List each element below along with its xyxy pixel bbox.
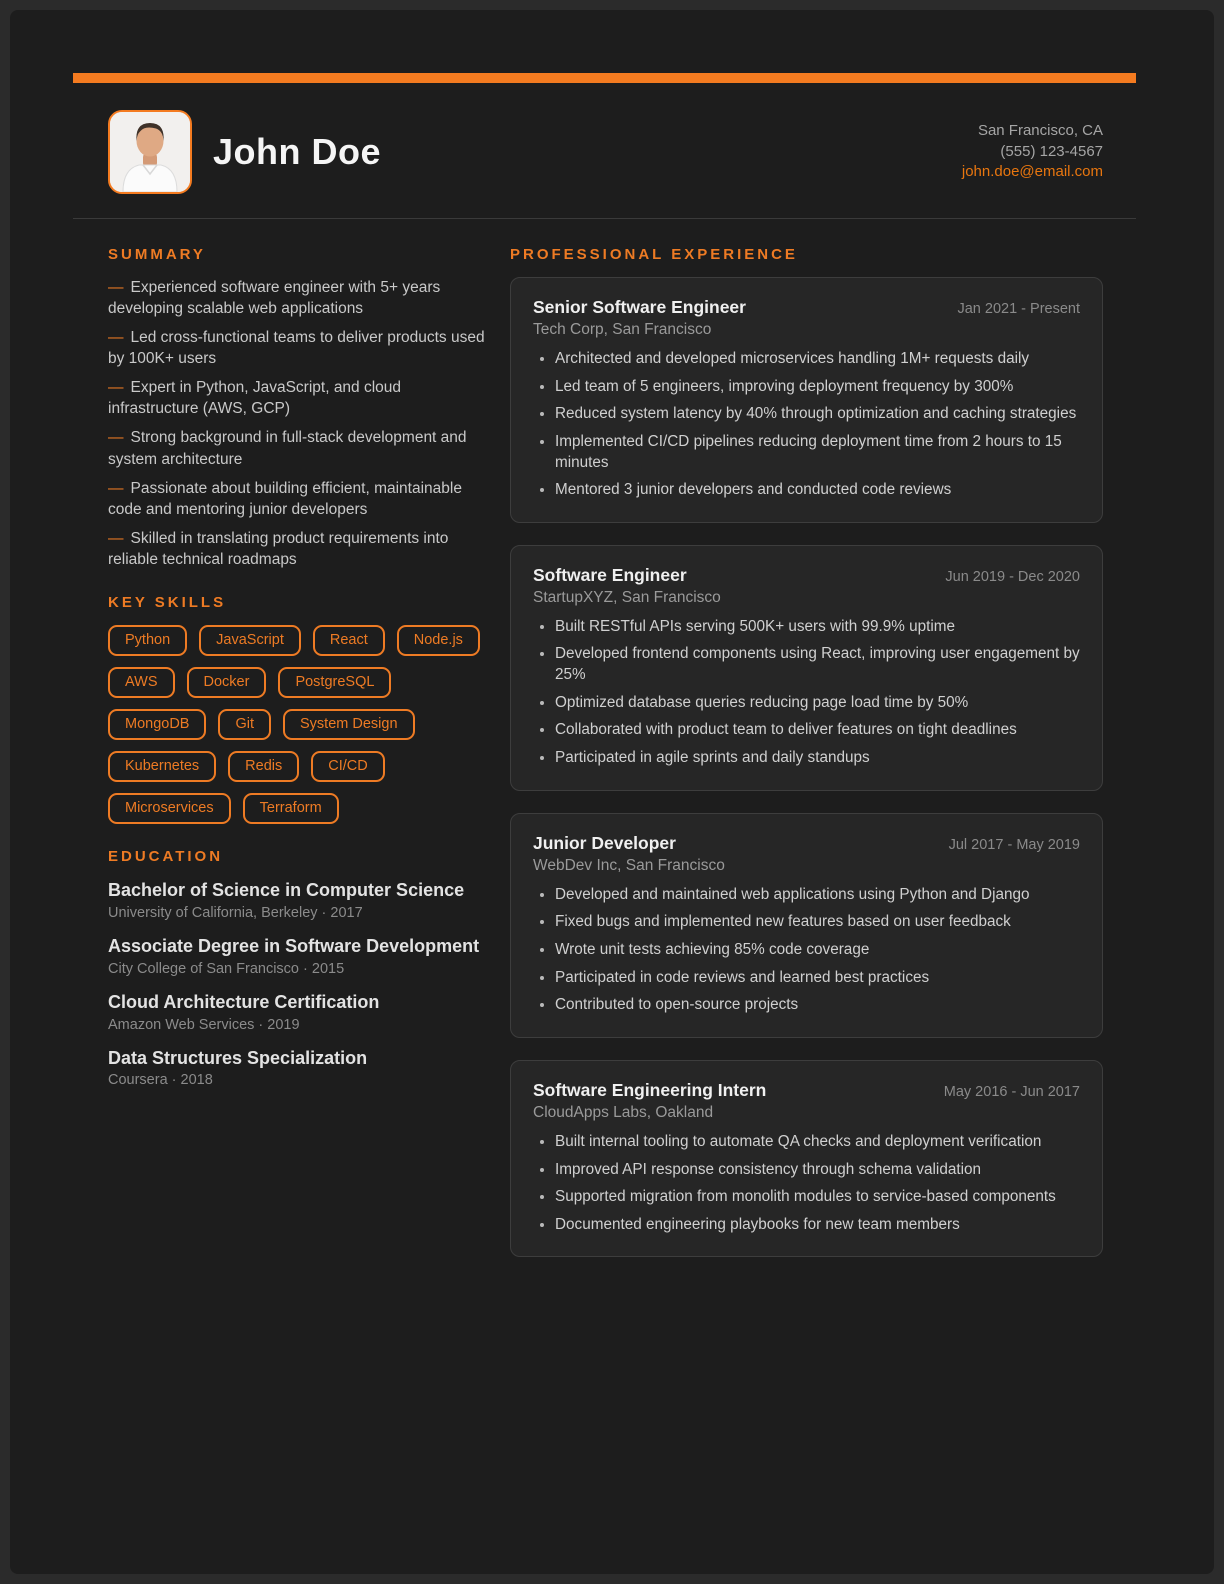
- education-degree: Bachelor of Science in Computer Science: [108, 879, 465, 900]
- job-bullet: • Built RESTful APIs serving 500K+ users with 99.9% uptime: [555, 617, 1080, 638]
- summary-item: [108, 528, 491, 570]
- summary-item-text: Experienced software engineer with 5+ years developing scalable web applications: [108, 279, 441, 318]
- job-bullet: • Mentored 3 junior developers and conducted code reviews: [555, 480, 1080, 501]
- education-heading: EDUCATION: [108, 847, 224, 865]
- dash-bullet: —: [108, 379, 124, 397]
- accent-bar: [73, 73, 1136, 83]
- summary-item-text: Skilled in translating product requirements into reliable technical roadmaps: [108, 529, 449, 568]
- job-bullet: • Reduced system latency by 40% through optimization and caching strategies: [555, 404, 1080, 425]
- education-list: [108, 879, 491, 1088]
- education-entry: [108, 991, 491, 1033]
- skill-tag: Kubernetes: [108, 751, 216, 782]
- job-bullet: • Developed frontend components using React, improving user engagement by 25%: [555, 644, 1080, 685]
- education-degree: Cloud Architecture Certification: [108, 991, 380, 1012]
- contact-location: San Francisco, CA: [977, 121, 1103, 139]
- education-entry: [108, 1047, 491, 1089]
- job-header: [533, 833, 1080, 854]
- skill-tag: Node.js: [397, 625, 480, 656]
- summary-item-text: Strong background in full-stack development and system architecture: [108, 429, 467, 468]
- skill-tag: Terraform: [243, 793, 339, 824]
- profile-photo: [108, 110, 192, 194]
- job-header: [533, 1080, 1080, 1101]
- summary-item: [108, 377, 491, 419]
- resume-page: [10, 10, 1214, 1574]
- summary-heading: SUMMARY: [108, 246, 206, 263]
- job-bullet: • Wrote unit tests achieving 85% code coverage: [555, 940, 1080, 961]
- header: [108, 110, 1103, 194]
- job-dates: Jun 2019 - Dec 2020: [945, 568, 1080, 585]
- dash-bullet: —: [108, 529, 124, 547]
- job-bullet: • Contributed to open-source projects: [555, 995, 1080, 1016]
- job-bullet: • Led team of 5 engineers, improving deployment frequency by 300%: [555, 377, 1080, 398]
- page-title: John Doe: [213, 131, 382, 172]
- education-entry: [108, 879, 491, 921]
- skill-tag: Python: [108, 625, 187, 656]
- job-bullet: • Built internal tooling to automate QA checks and deployment verification: [555, 1132, 1080, 1153]
- job-header: [533, 565, 1080, 586]
- person-avatar-icon: [110, 112, 190, 192]
- left-column: [108, 246, 491, 1279]
- header-divider: [73, 218, 1136, 219]
- job-title: Senior Software Engineer: [533, 297, 746, 317]
- dash-bullet: —: [108, 279, 124, 296]
- dash-bullet: —: [108, 429, 124, 447]
- job-bullet: • Architected and developed microservices handling 1M+ requests daily: [555, 349, 1080, 370]
- job-bullet: • Implemented CI/CD pipelines reducing deployment time from 2 hours to 15 minutes: [555, 432, 1080, 473]
- education-entry: [108, 935, 491, 977]
- skill-tag: AWS: [108, 667, 175, 698]
- summary-item-text: Led cross-functional teams to deliver products used by 100K+ users: [108, 329, 485, 368]
- job-bullet: • Participated in agile sprints and daily standups: [555, 748, 1080, 769]
- skills-heading: KEY SKILLS: [108, 593, 227, 611]
- summary-item-text: Expert in Python, JavaScript, and cloud infrastructure (AWS, GCP): [108, 379, 402, 418]
- skill-tag: System Design: [283, 709, 415, 740]
- job-bullet: • Participated in code reviews and learned best practices: [555, 968, 1080, 989]
- education-degree: Data Structures Specialization: [108, 1047, 368, 1068]
- education-detail: City College of San Francisco · 2015: [108, 960, 345, 977]
- summary-item-text: Passionate about building efficient, maintainable code and mentoring junior developers: [108, 479, 462, 518]
- education-detail: University of California, Berkeley · 2017: [108, 904, 363, 921]
- skill-tag: MongoDB: [108, 709, 206, 740]
- education-detail: Amazon Web Services · 2019: [108, 1016, 300, 1033]
- job-company: WebDev Inc, San Francisco: [533, 856, 725, 874]
- job-bullet-list: [533, 617, 1080, 769]
- skill-tag: Docker: [187, 667, 267, 698]
- experience-list: [510, 277, 1103, 1257]
- contact-email-link[interactable]: john.doe@email.com: [961, 163, 1103, 181]
- job-title: Software Engineer: [533, 564, 687, 585]
- dash-bullet: —: [108, 479, 124, 497]
- job-bullet: • Documented engineering playbooks for new team members: [555, 1215, 1080, 1236]
- skill-tag: Microservices: [108, 793, 231, 824]
- skill-tag: Redis: [228, 751, 299, 782]
- summary-item: [108, 427, 491, 469]
- skill-tag: PostgreSQL: [278, 667, 391, 698]
- skills-list: [108, 625, 491, 824]
- skill-tag: React: [313, 625, 385, 656]
- skill-tag: Git: [218, 709, 271, 740]
- skill-tag: CI/CD: [311, 751, 384, 782]
- skill-tag: JavaScript: [199, 625, 301, 656]
- experience-card: [510, 277, 1103, 523]
- dash-bullet: —: [108, 329, 124, 347]
- contact-block: [962, 121, 1103, 183]
- education-detail: Coursera · 2018: [108, 1072, 213, 1089]
- experience-card: [510, 545, 1103, 791]
- summary-item: [108, 327, 491, 369]
- contact-phone: (555) 123-4567: [1000, 142, 1103, 160]
- job-company: Tech Corp, San Francisco: [533, 321, 712, 338]
- job-bullet: • Supported migration from monolith modules to service-based components: [555, 1187, 1080, 1208]
- job-title: Software Engineering Intern: [533, 1079, 767, 1100]
- job-company: StartupXYZ, San Francisco: [533, 588, 721, 606]
- job-dates: Jul 2017 - May 2019: [948, 836, 1080, 853]
- content-columns: [108, 246, 1103, 1279]
- job-bullet: • Optimized database queries reducing page load time by 50%: [555, 693, 1080, 714]
- job-bullet-list: [533, 1132, 1080, 1236]
- experience-card: [510, 813, 1103, 1038]
- job-bullet: • Developed and maintained web applications using Python and Django: [555, 885, 1080, 906]
- summary-item: [108, 478, 491, 520]
- summary-item: [108, 277, 491, 319]
- job-company: CloudApps Labs, Oakland: [533, 1103, 714, 1121]
- job-bullet: • Collaborated with product team to deliver features on tight deadlines: [555, 720, 1080, 741]
- job-header: [533, 297, 1080, 318]
- job-dates: Jan 2021 - Present: [957, 301, 1080, 317]
- experience-heading: PROFESSIONAL EXPERIENCE: [510, 246, 798, 263]
- job-bullet-list: [533, 349, 1080, 501]
- job-title: Junior Developer: [533, 832, 676, 853]
- job-bullet-list: [533, 885, 1080, 1016]
- job-dates: May 2016 - Jun 2017: [943, 1083, 1080, 1100]
- job-bullet: • Improved API response consistency through schema validation: [555, 1160, 1080, 1181]
- experience-card: [510, 1060, 1103, 1258]
- education-degree: Associate Degree in Software Development: [108, 935, 480, 956]
- right-column: [510, 246, 1103, 1279]
- job-bullet: • Fixed bugs and implemented new features based on user feedback: [555, 912, 1080, 933]
- summary-list: [108, 277, 491, 570]
